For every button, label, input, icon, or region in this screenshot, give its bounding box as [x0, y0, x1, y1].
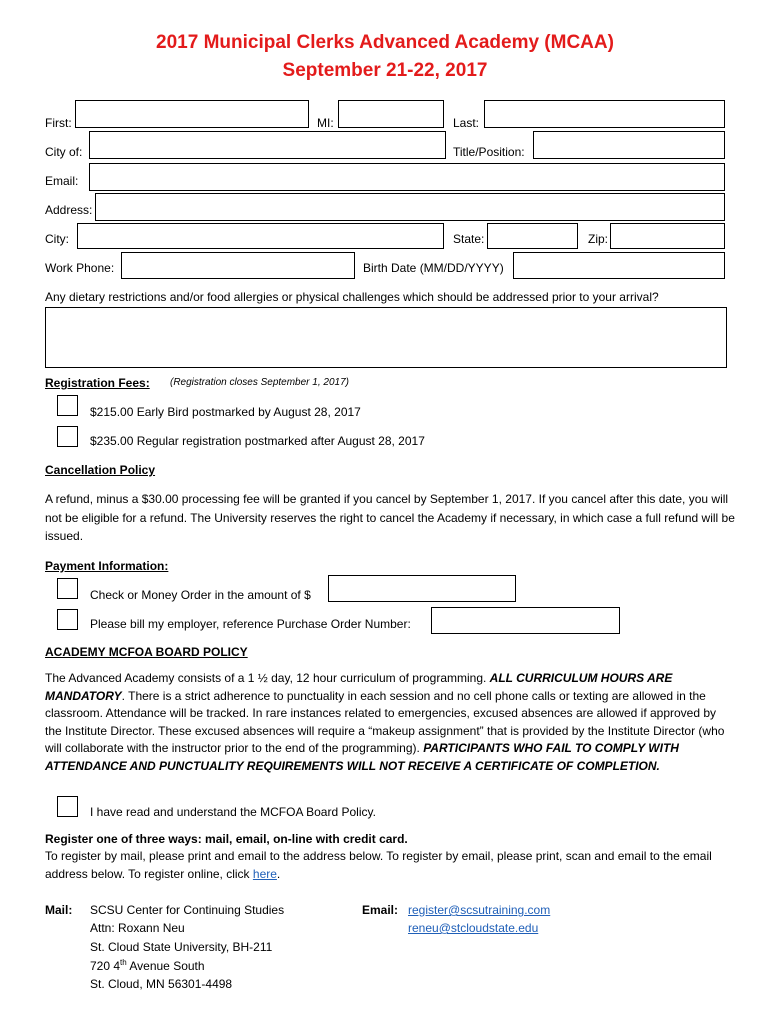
work-phone-label: Work Phone: [45, 261, 115, 275]
first-name-label: First: [45, 116, 72, 130]
first-name-field[interactable] [75, 100, 309, 128]
email-link-register[interactable]: register@scsutraining.com [408, 903, 551, 917]
contact-email-label: Email: [362, 903, 399, 917]
mi-label: MI: [317, 116, 334, 130]
mi-field[interactable] [338, 100, 444, 128]
mail-line-3: St. Cloud State University, BH-211 [90, 940, 273, 954]
city-field[interactable] [77, 223, 444, 249]
mail-label: Mail: [45, 903, 73, 917]
birth-date-field[interactable] [513, 252, 725, 279]
register-instructions: To register by mail, please print and email to the address below. To register by email, please print, scan and email to the email address below. To register online, click here. [45, 849, 712, 881]
mail-line-4: 720 4th Avenue South [90, 958, 205, 973]
early-bird-checkbox[interactable] [57, 395, 78, 416]
registration-closes-note: (Registration closes September 1, 2017) [170, 377, 349, 388]
email-label: Email: [45, 174, 79, 188]
email-field[interactable] [89, 163, 725, 191]
dietary-question: Any dietary restrictions and/or food allergies or physical challenges which should be addressed prior to your arrival? [45, 290, 659, 304]
bill-employer-checkbox[interactable] [57, 609, 78, 630]
page-title: 2017 Municipal Clerks Advanced Academy (MCAA) [156, 32, 614, 53]
register-online-link[interactable]: here [252, 866, 277, 881]
title-position-field[interactable] [533, 131, 725, 159]
address-label: Address: [45, 203, 93, 217]
last-name-field[interactable] [484, 100, 725, 128]
board-policy-heading: ACADEMY MCFOA BOARD POLICY [45, 645, 248, 659]
mail-line-1: SCSU Center for Continuing Studies [90, 903, 285, 917]
policy-acknowledge-checkbox[interactable] [57, 796, 78, 817]
regular-registration-checkbox[interactable] [57, 426, 78, 447]
last-name-label: Last: [453, 116, 480, 130]
board-policy-text: The Advanced Academy consists of a 1 ½ day, 12 hour curriculum of programming. ALL CURRICULUM HOURS ARE MANDATORY. There is a strict adherence to punctuality in each session and no cell phone calls or texting are allowed in the classroom. Attendance will be tracked. In rare instances related to emergencies, excused absences are allowed if approved by the Institute Director. These excused absences will require a “makeup assignment” that is provided by the Institute Director (who will collaborate with the instructor prior to the end of the programming). PARTICIPANTS WHO FAIL TO COMPLY WITH ATTENDANCE AND PUNCTUALITY REQUIREMENTS WILL NOT RECEIVE A CERTIFICATE OF COMPLETION. [45, 671, 725, 773]
city-of-field[interactable] [89, 131, 446, 159]
bill-employer-label: Please bill my employer, reference Purchase Order Number: [90, 617, 411, 631]
state-field[interactable] [487, 223, 578, 249]
birth-date-label: Birth Date (MM/DD/YYYY) [363, 261, 504, 275]
regular-registration-label: $235.00 Regular registration postmarked after August 28, 2017 [90, 434, 425, 448]
state-label: State: [453, 232, 485, 246]
cancellation-heading: Cancellation Policy [45, 463, 156, 477]
check-amount-field[interactable] [328, 575, 516, 602]
policy-acknowledge-label: I have read and understand the MCFOA Board Policy. [90, 805, 376, 819]
mail-line-2: Attn: Roxann Neu [90, 921, 185, 935]
registration-fees-heading: Registration Fees: [45, 376, 150, 390]
cancellation-text: A refund, minus a $30.00 processing fee will be granted if you cancel by September 1, 2017. If you cancel after this date, you will not be eligible for a refund. The University reserves the right to cancel the Academy if necessary, in which case a full refund will be issued. [45, 492, 735, 543]
city-label: City: [45, 232, 69, 246]
check-payment-label: Check or Money Order in the amount of $ [90, 588, 311, 602]
address-field[interactable] [95, 193, 725, 221]
register-heading: Register one of three ways: mail, email, on-line with credit card. [45, 832, 408, 846]
page-subtitle-date: September 21-22, 2017 [282, 60, 488, 81]
city-of-label: City of: [45, 145, 83, 159]
zip-label: Zip: [588, 232, 609, 246]
payment-heading: Payment Information: [45, 559, 169, 573]
check-payment-checkbox[interactable] [57, 578, 78, 599]
early-bird-label: $215.00 Early Bird postmarked by August 28, 2017 [90, 405, 361, 419]
purchase-order-field[interactable] [431, 607, 620, 634]
mail-line-5: St. Cloud, MN 56301-4498 [90, 977, 233, 991]
title-position-label: Title/Position: [453, 145, 525, 159]
dietary-textarea[interactable] [45, 307, 727, 368]
work-phone-field[interactable] [121, 252, 355, 279]
zip-field[interactable] [610, 223, 725, 249]
email-link-reneu[interactable]: reneu@stcloudstate.edu [408, 921, 539, 935]
